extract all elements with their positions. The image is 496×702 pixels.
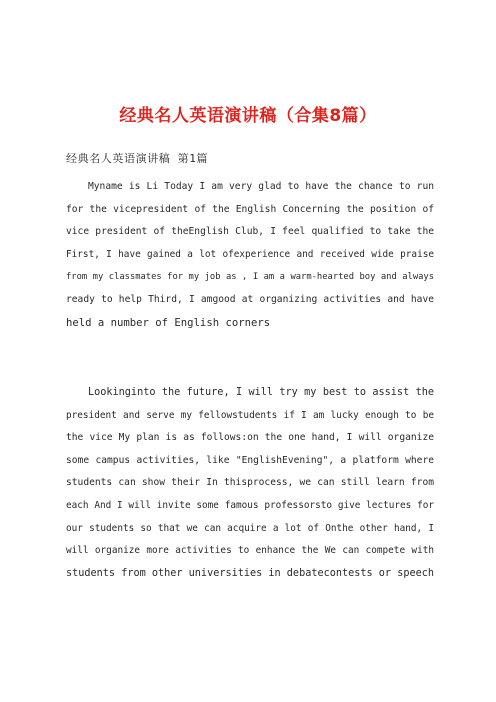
paragraph-line: vice president of theEnglish Club, I feel qualified to take the (66, 226, 434, 238)
paragraph-line: Lookinginto the future, I will try my best to assist the (88, 387, 434, 398)
paragraph-line: students can show their In thisprocess, we can still learn from (66, 477, 434, 489)
paragraph-line: First, I have gained a lot ofexperience and received wide praise (66, 248, 434, 260)
paragraph-line: some campus activities, like "EnglishEvening", a platform where (66, 454, 434, 466)
paragraph-line: president and serve my fellowstudents if I am lucky enough to be (66, 409, 434, 421)
section-heading: 经典名人英语演讲稿 第1篇 (66, 152, 209, 165)
document-title: 经典名人英语演讲稿（合集8篇） (119, 106, 377, 126)
paragraph-line: held a number of English corners (66, 316, 271, 329)
paragraph-line: for the vicepresident of the English Concerning the position of (66, 203, 434, 215)
paragraph-1 (66, 176, 434, 334)
paragraph-line: our students so that we can acquire a lot of Onthe other hand, I (66, 522, 434, 534)
paragraph-2 (66, 382, 434, 585)
paragraph-line: from my classmates for my job as , I am a warm-hearted boy and always (66, 272, 434, 283)
paragraph-line: students from other universities in debatecontests or speech (66, 567, 434, 579)
paragraph-line: ready to help Third, I amgood at organizing activities and have (66, 293, 434, 305)
paragraph-line: Myname is Li Today I am very glad to have the chance to run (88, 181, 434, 192)
paragraph-line: the vice My plan is as follows:on the one hand, I will organize (66, 432, 434, 444)
paragraph-line: will organize more activities to enhance the We can compete with (66, 545, 434, 557)
paragraph-line: each And I will invite some famous professorsto give lectures for (66, 499, 434, 511)
